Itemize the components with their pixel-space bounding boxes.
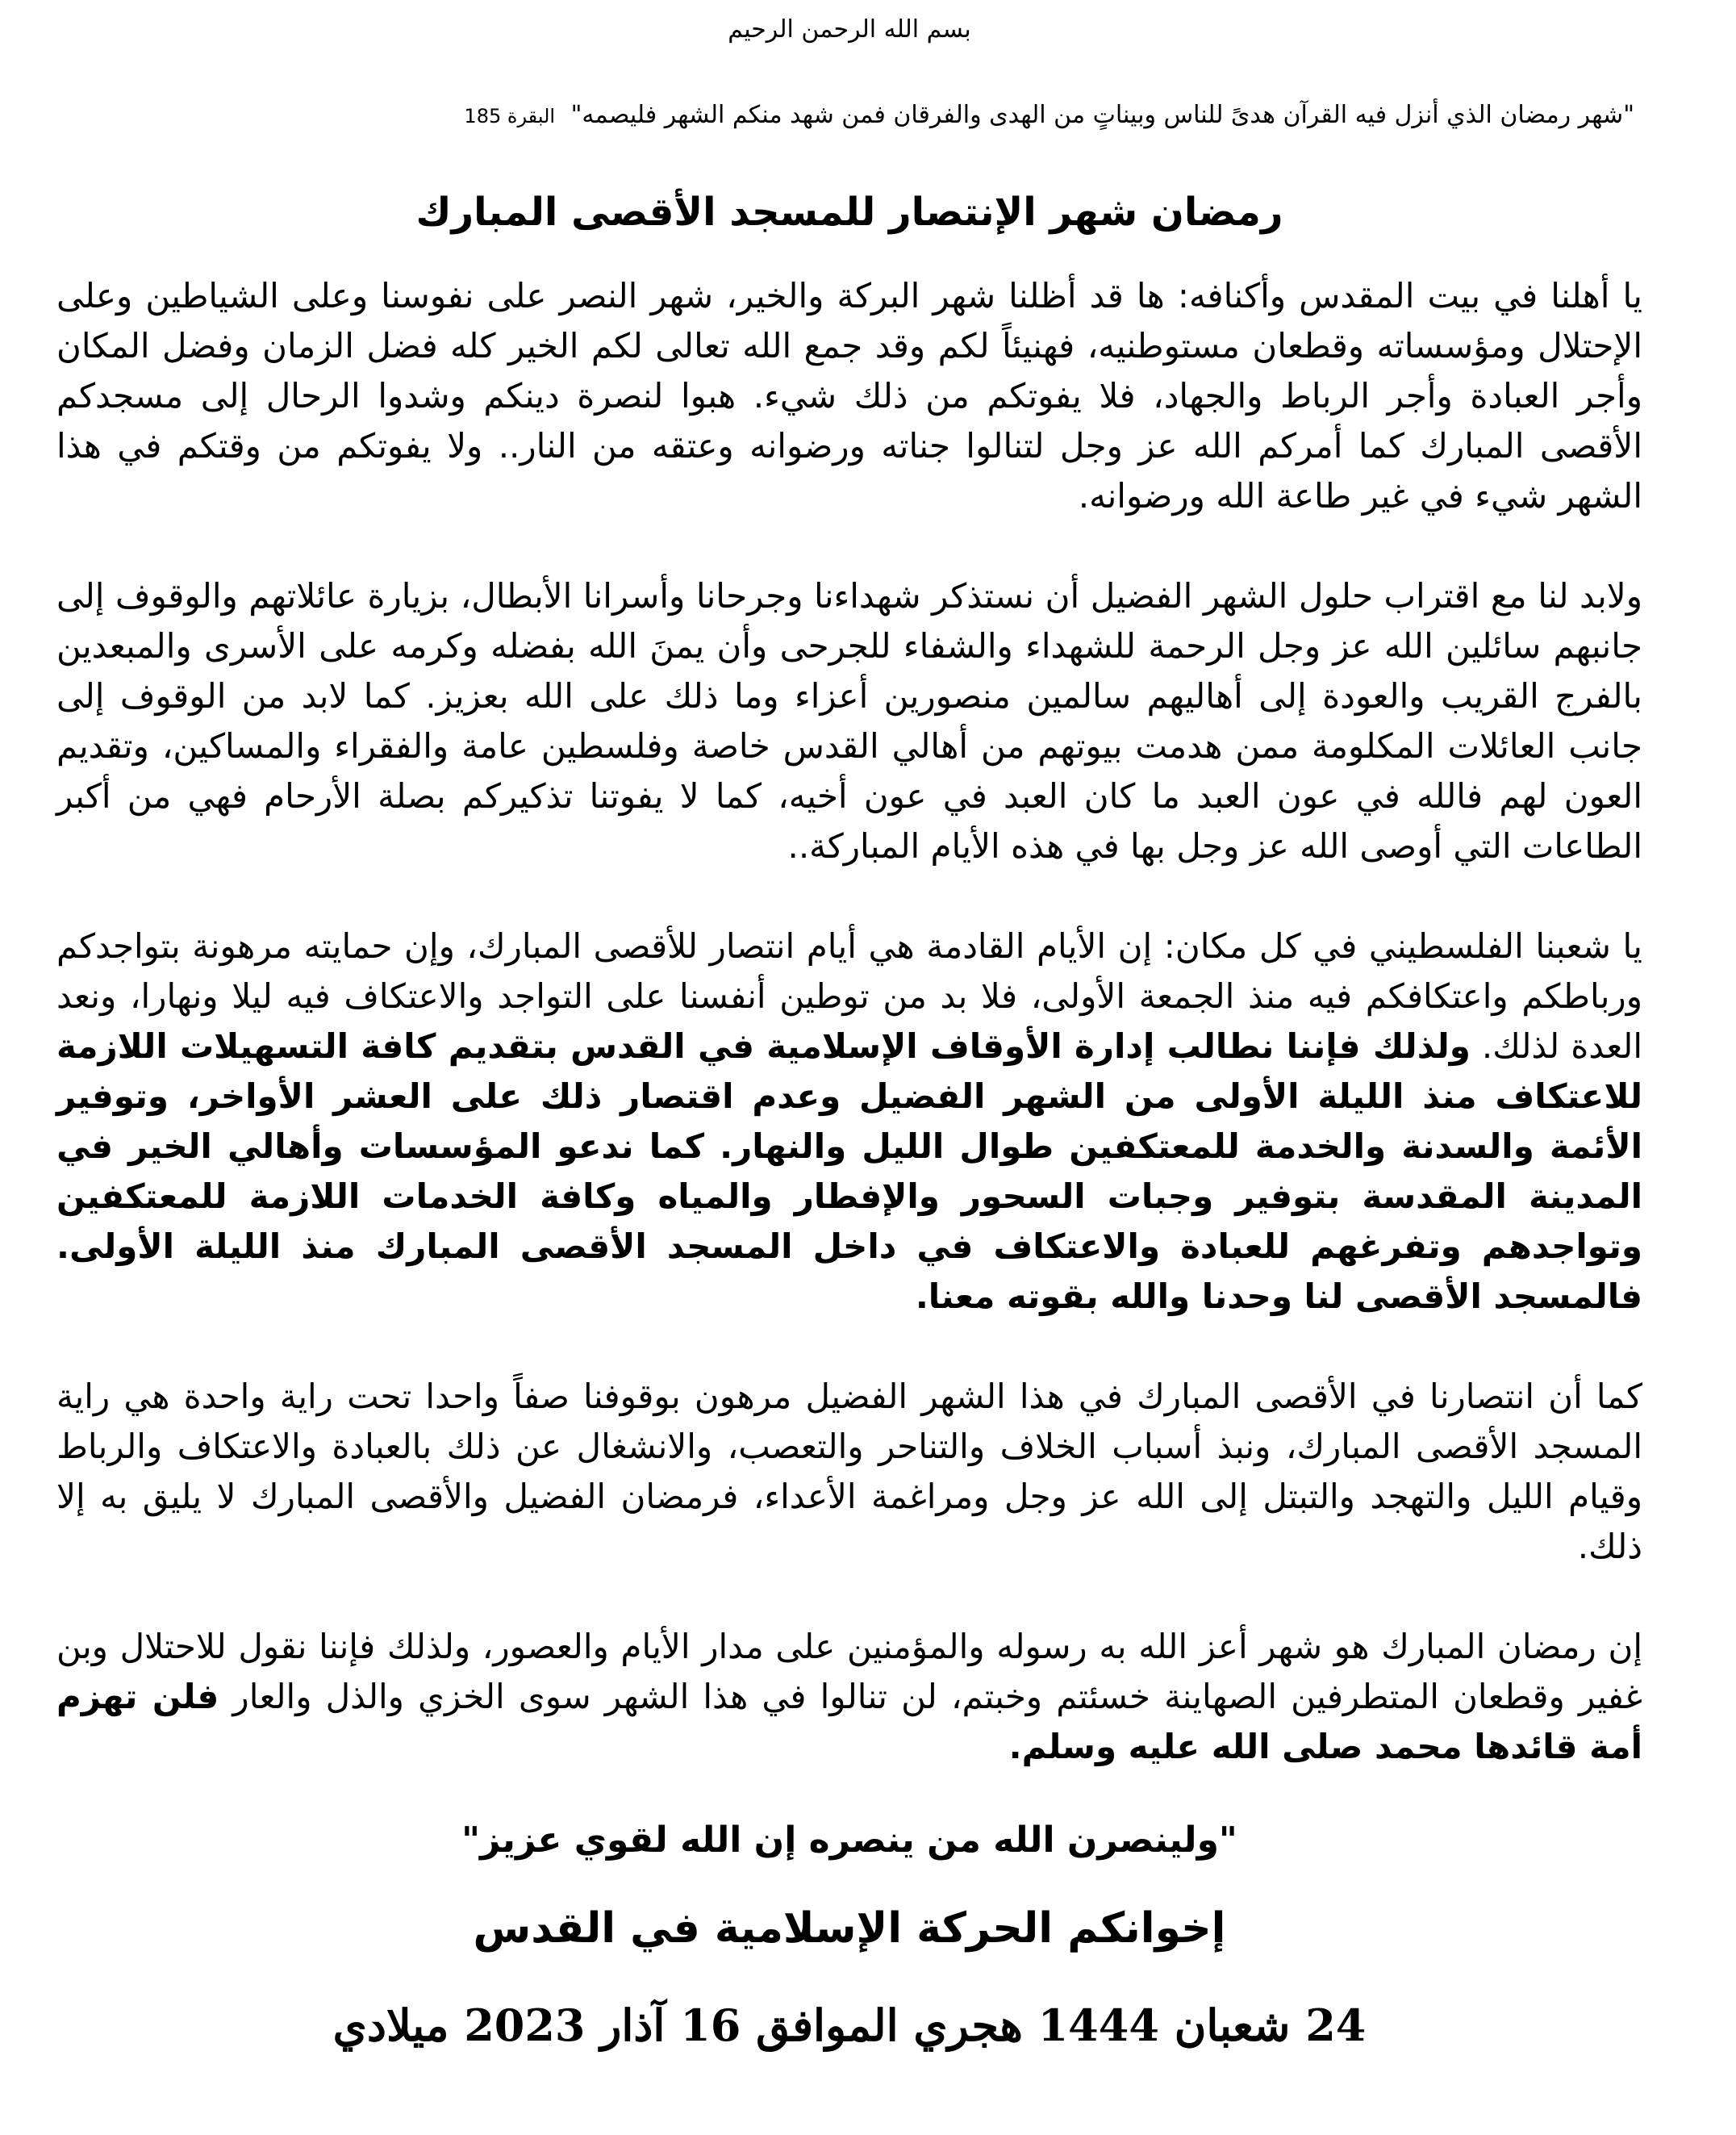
closing-verse: "ولينصرن الله من ينصره إن الله لقوي عزيز" [461,1820,1237,1861]
opening-verse [56,95,1642,136]
basmala: بسم الله الرحمن الرحيم [728,15,971,44]
paragraph-1: يا أهلنا في بيت المقدس وأكنافه: ها قد أظلنا شهر البركة والخير، شهر النصر على نفوسنا وعلى الشياطين وعلى الإحتلال ومؤسساته وقطعان مستوطنيه، فهنيئاً لكم وقد جمع الله تعالى لكم الخير كله فضل الزمان وفضل المكان وأجر العبادة وأجر الرباط والجهاد، فلا يفوتكم من ذلك شيء. هبوا لنصرة دينكم وشدوا الرحال إلى مسجدكم الأقصى المبارك كما أمركم الله عز وجل لتنالوا جناته ورضوانه وعتقه من النار.. ولا يفوتكم من وقتكم في هذا الشهر شيء في غير طاعة الله ورضوانه. [56,276,1642,516]
paragraph-4: كما أن انتصارنا في الأقصى المبارك في هذا الشهر الفضيل مرهون بوقوفنا صفاً واحدا تحت راية واحدة هي راية المسجد الأقصى المبارك، ونبذ أسباب الخلاف والتناحر والتعصب، والانشغال عن ذلك بالعبادة والاعتكاف والرباط وقيام الليل والتهجد والتبتل إلى الله عز وجل ومراغمة الأعداء، فرمضان الفضيل والأقصى المبارك لا يليق به إلا ذلك. [56,1377,1642,1566]
document-page [56,0,1642,2135]
document-title: رمضان شهر الإنتصار للمسجد الأقصى المبارك [415,190,1283,235]
paragraph-5-emphasis: فلن تهزم أمة قائدها محمد صلى الله عليه وسلم. [56,1677,1642,1766]
document-date: 24 شعبان 1444 هجري الموافق 16 آذار 2023 ميلادي [332,1999,1367,2051]
paragraph-3 [56,921,1642,1322]
paragraph-3-text: يا شعبنا الفلسطيني في كل مكان: إن الأيام القادمة هي أيام انتصار للأقصى المبارك، وإن حمايته مرهونة بتواجدكم ورباطكم واعتكافكم فيه منذ الجمعة الأولى، فلا بد من توطين أنفسنا على التواجد والاعتكاف فيه ليلا ونهارا، ونعد العدة لذلك. [56,926,1643,1066]
paragraph-5-text: إن رمضان المبارك هو شهر أعز الله به رسوله والمؤمنين على مدار الأيام والعصور، ولذلك فإننا نقول للاحتلال وبن غفير وقطعان المتطرفين الصهاينة خسئتم وخبتم، لن تنالوا في هذا الشهر سوى الخزي والذل والعار [56,1627,1642,1716]
verse-text: "شهر رمضان الذي أنزل فيه القرآن هدىً للناس وبيناتٍ من الهدى والفرقان فمن شهد منكم الشهر فليصمه" [570,101,1634,129]
verse-reference: البقرة 185 [464,105,556,127]
signature: إخوانكم الحركة الإسلامية في القدس [473,1904,1226,1953]
paragraph-5 [56,1622,1642,1772]
paragraph-3-demands: ولذلك فإننا نطالب إدارة الأوقاف الإسلامية في القدس بتقديم كافة التسهيلات اللازمة للاعتكاف منذ الليلة الأولى من الشهر الفضيل وعدم اقتصار ذلك على العشر الأواخر، وتوفير الأئمة والسدنة والخدمة للمعتكفين طوال الليل والنهار. كما ندعو المؤسسات وأهالي الخير في المدينة المقدسة بتوفير وجبات السحور والإفطار والمياه وكافة الخدمات اللازمة للمعتكفين وتواجدهم وتفرغهم للعبادة والاعتكاف في داخل المسجد الأقصى المبارك منذ الليلة الأولى. فالمسجد الأقصى لنا وحدنا والله بقوته معنا. [56,1026,1642,1316]
paragraph-2: ولابد لنا مع اقتراب حلول الشهر الفضيل أن نستذكر شهداءنا وجرحانا وأسرانا الأبطال، بزيارة عائلاتهم والوقوف إلى جانبهم سائلين الله عز وجل الرحمة للشهداء والشفاء للجرحى وأن يمنَ الله بفضله وكرمه على الأسرى والمبعدين بالفرج القريب والعودة إلى أهاليهم سالمين منصورين أعزاء وما ذلك على الله بعزيز. كما لابد من الوقوف إلى جانب العائلات المكلومة ممن هدمت بيوتهم من أهالي القدس خاصة وفلسطين عامة والفقراء والمساكين، وتقديم العون لهم فالله في عون العبد ما كان العبد في عون أخيه، كما لا يفوتنا تذكيركم بصلة الأرحام فهي من أكبر الطاعات التي أوصى الله عز وجل بها في هذه الأيام المباركة.. [56,576,1642,866]
